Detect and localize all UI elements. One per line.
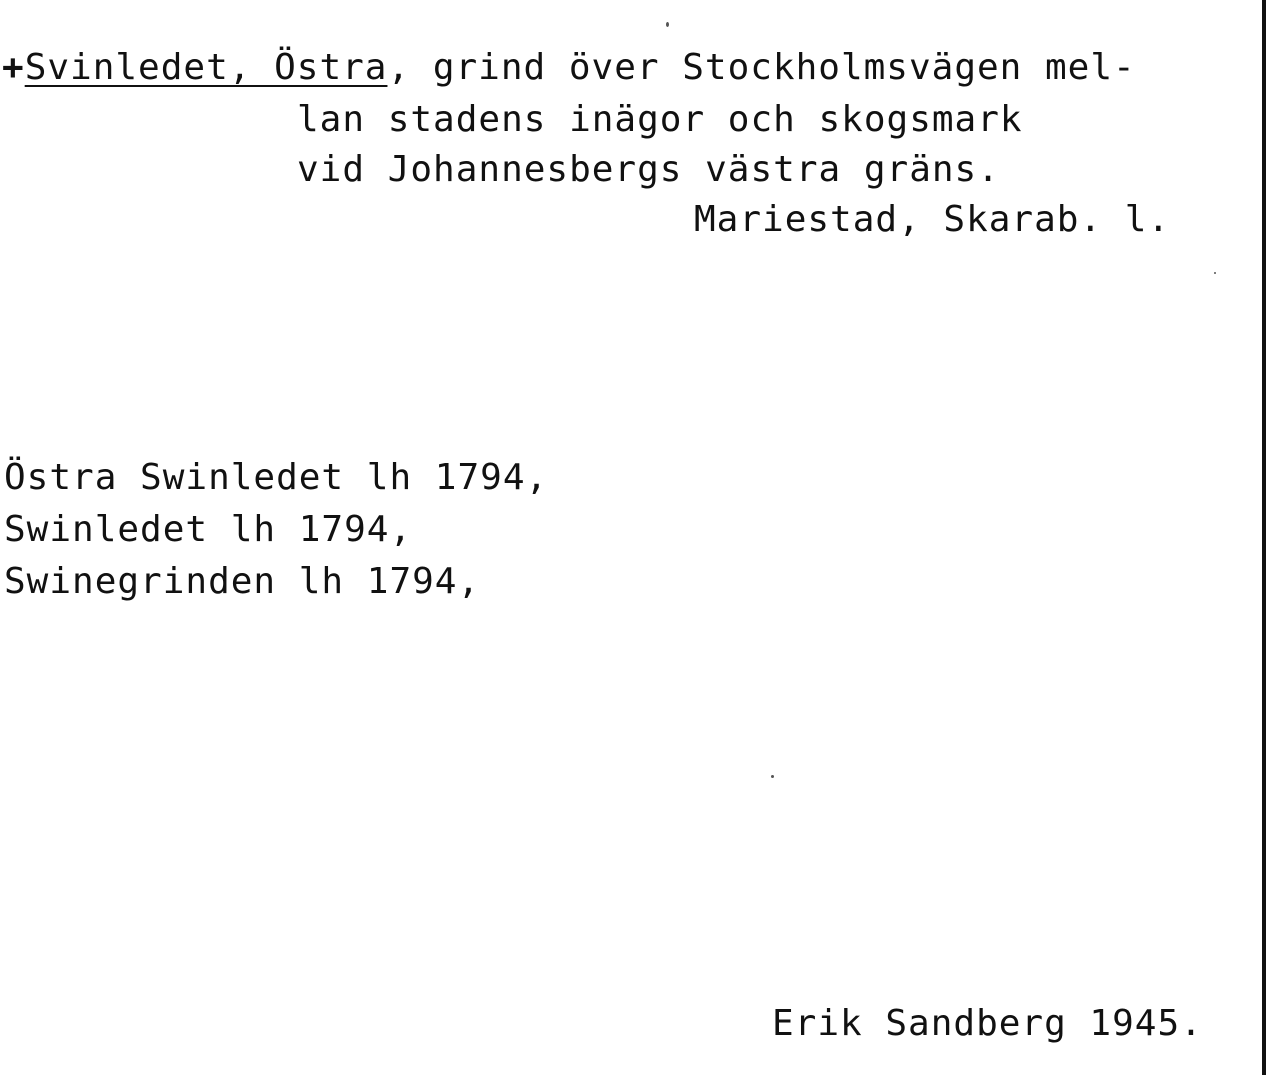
entry-description-line-2: vid Johannesbergs västra gräns.	[297, 149, 1000, 190]
scan-speck	[666, 22, 669, 27]
scan-speck	[1214, 272, 1216, 274]
entry-title: Svinledet, Östra	[24, 47, 388, 88]
entry-description-start: , grind över Stockholmsvägen mel-	[387, 47, 1136, 88]
historical-form: Östra Swinledet lh 1794,	[4, 457, 549, 498]
card-edge-line	[1262, 0, 1266, 1075]
scan-speck	[771, 775, 774, 778]
historical-form: Swinegrinden lh 1794,	[4, 561, 481, 602]
historical-forms-list	[4, 452, 548, 608]
entry-description-line-1: lan stadens inägor och skogsmark	[297, 99, 1023, 140]
entry-location: Mariestad, Skarab. l.	[694, 199, 1171, 240]
entry-heading	[2, 46, 1136, 90]
signature: Erik Sandberg 1945.	[772, 1003, 1203, 1044]
entry-marker: +	[2, 47, 25, 88]
historical-form: Swinledet lh 1794,	[4, 509, 413, 550]
